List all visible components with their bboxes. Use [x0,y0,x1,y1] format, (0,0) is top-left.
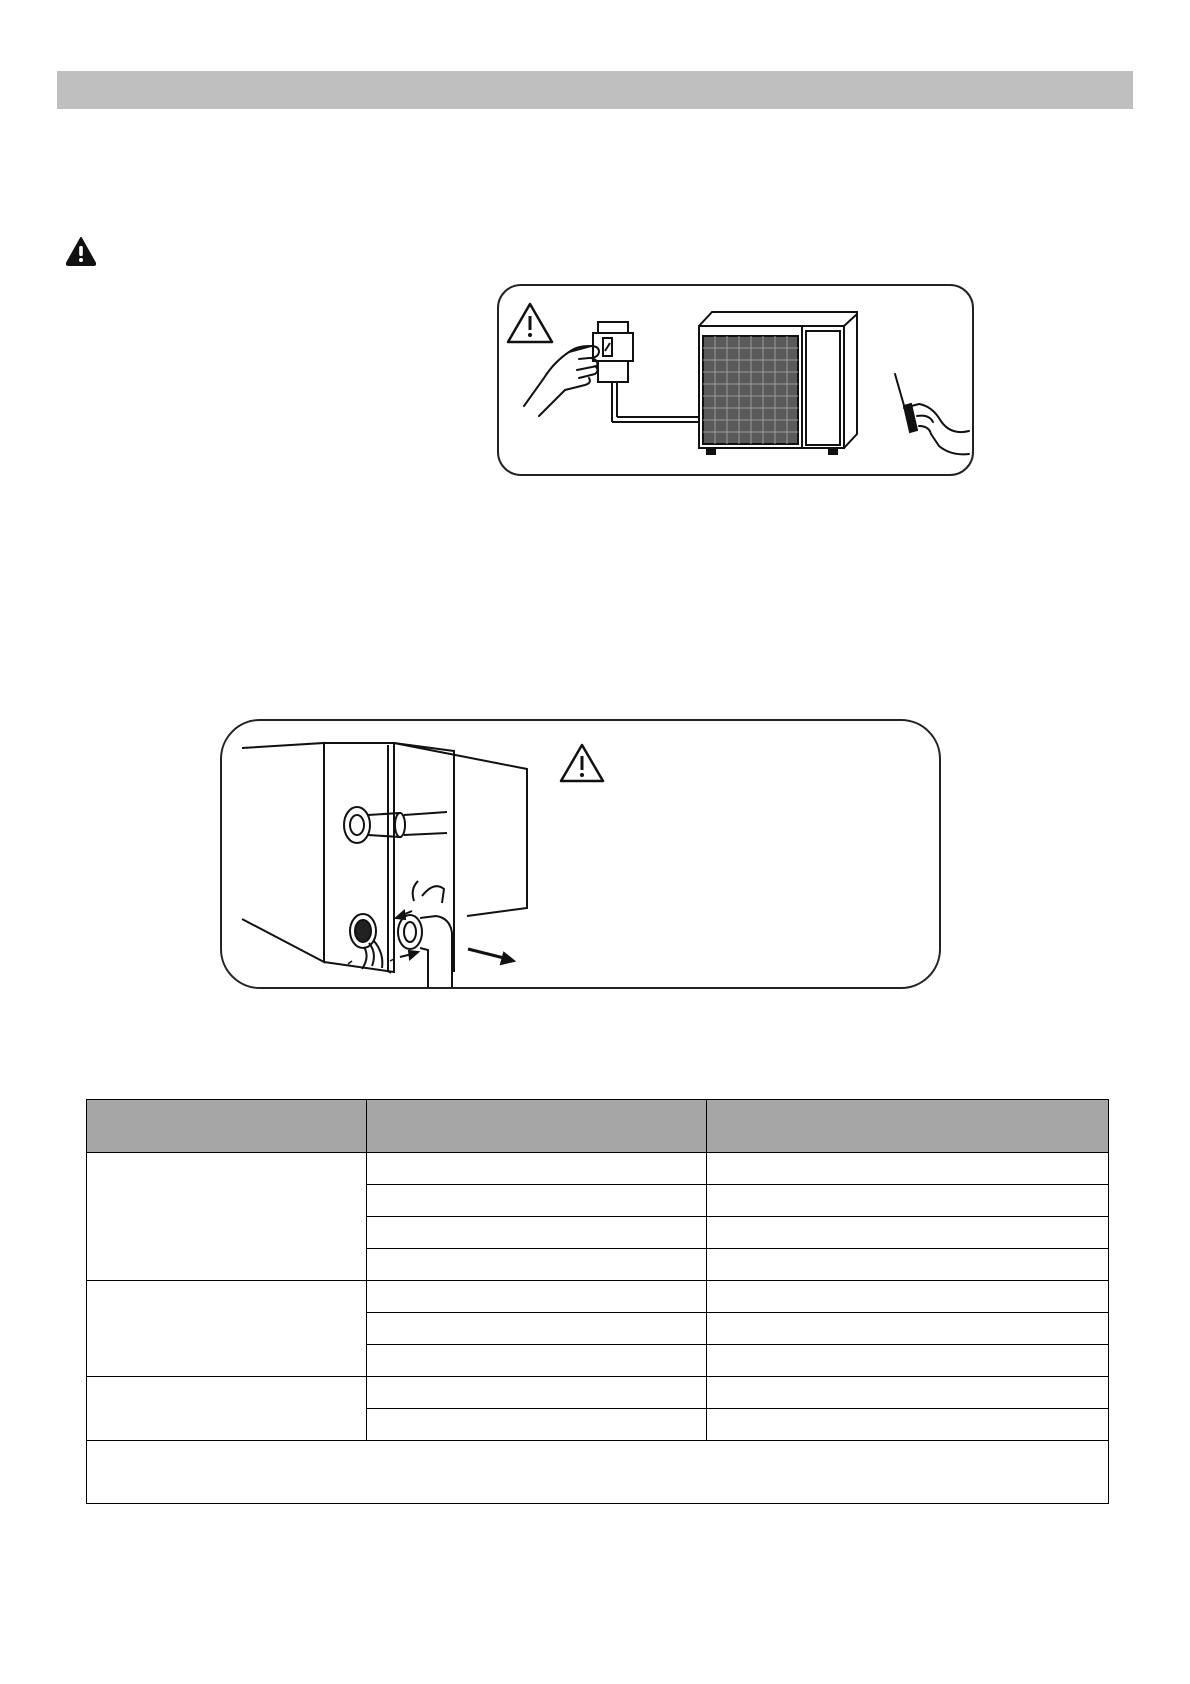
table-cell [367,1281,707,1313]
table-cell [367,1185,707,1217]
table-cell [367,1153,707,1185]
table-cell [367,1249,707,1281]
table-note-row [87,1441,1109,1504]
table-row [87,1281,1109,1313]
table-cell [367,1409,707,1441]
section-header-bar [57,71,1133,109]
table-header-row [87,1100,1109,1153]
breaker-switch-icon [593,322,699,422]
power-off-illustration [497,284,974,476]
table-cell [707,1345,1109,1377]
heat-pump-side-icon [242,743,527,972]
table-header-cell [87,1100,367,1153]
screwdriver-icon [895,374,917,432]
table-cell [707,1217,1109,1249]
group-label [87,1377,367,1441]
table-row [87,1377,1109,1409]
warning-triangle-outline-icon [561,745,603,781]
table-cell [707,1249,1109,1281]
table-cell [707,1153,1109,1185]
table-cell [707,1185,1109,1217]
maintenance-table [86,1099,1109,1504]
table-cell [367,1345,707,1377]
table-cell [707,1409,1109,1441]
warning-triangle-solid-icon [66,236,96,266]
table-cell [707,1281,1109,1313]
table-row [87,1153,1109,1185]
table-cell [707,1313,1109,1345]
heat-pump-unit-icon [699,312,857,454]
table-cell [367,1377,707,1409]
warning-triangle-outline-icon [508,304,552,342]
table-note [87,1441,1109,1504]
table-cell [367,1313,707,1345]
group-label [87,1153,367,1281]
table-cell [367,1217,707,1249]
table-header-cell [367,1100,707,1153]
table-cell [707,1377,1109,1409]
drain-water-illustration [220,719,941,989]
table-header-cell [707,1100,1109,1153]
pipe-connector-icon [344,807,447,843]
hand-icon [524,346,599,416]
pipe-connector-icon [398,881,452,987]
group-label [87,1281,367,1377]
